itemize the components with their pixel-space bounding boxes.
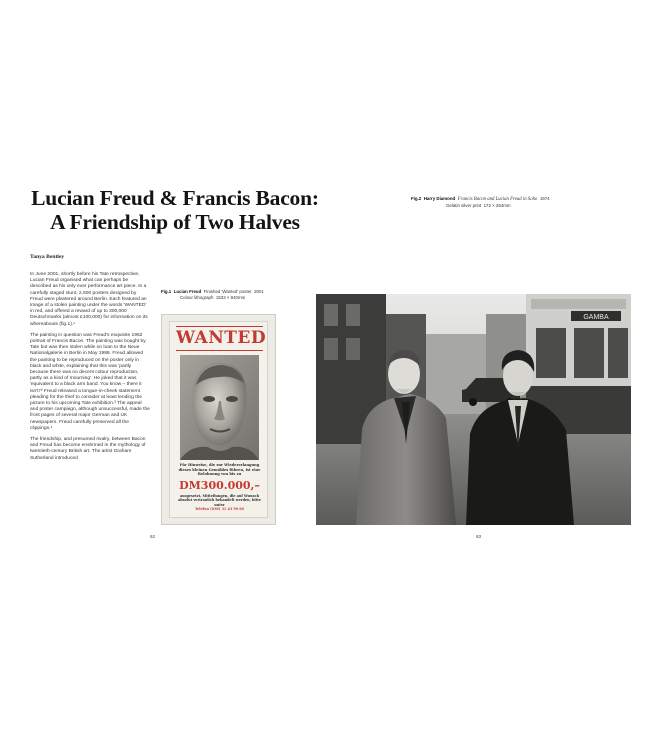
bacon-portrait-painting — [180, 355, 259, 460]
wanted-poster-image — [161, 314, 276, 525]
fig1-year: 2001 — [254, 289, 264, 294]
poster-phone: Telefon (030) 31 43 90 60 — [195, 507, 244, 512]
shop-sign: GAMBA — [583, 314, 609, 321]
fig1-medium: Colour lithograph — [180, 294, 214, 300]
poster-rule-bottom — [176, 350, 263, 351]
poster-text-bottom-copy: ausgesetzt. Mitteilungen, die auf Wunsch absolut vertraulich behandelt werden, bitte unter — [178, 494, 261, 507]
poster-headline: WANTED — [176, 328, 267, 348]
figure-2-caption — [411, 196, 561, 209]
fig2-title: Francis Bacon and Lucian Freud in Soho — [457, 197, 538, 202]
fig2-artist: Harry Diamond — [423, 196, 456, 201]
title-line-1: Lucian Freud & Francis Bacon: — [31, 186, 319, 210]
paragraph-1: In June 2001, shortly before his Tate retrospective, Lucian Freud organised what can perhaps be described as his only ever performance art piece. In a carefully staged stunt, 2,600 posters designed by Freud were plastered around Berlin. Each featured an image of a stolen painting under the words 'WANTED' in red, and offered a reward of up to 300,000 Deutschmarks (almost £100,000) for information on its whereabouts (fig.1).¹ — [30, 272, 148, 327]
author-byline: Tanya Bentley — [30, 254, 65, 260]
fig2-dimensions: 172 × 264mm — [483, 202, 511, 208]
title-line-2: A Friendship of Two Halves — [50, 210, 300, 234]
fig1-artist: Lucian Freud — [173, 289, 202, 294]
fig1-dimensions: 1533 × 840mm — [215, 294, 246, 300]
paragraph-2: The painting in question was Freud's exquisite 1952 portrait of Francis Bacon. The painting was bought by Tate but was then stolen while on loan to the Neue Nationalgalerie in Berlin in May 1988. Freud allowed the painting to be reproduced on the poster only in black and white, explaining that this was 'partly because there was no decent colour reproduction, partly as a kind of mourning'. He joked that it was 'equivalent to a black arm band. You know – there it isn't!'² Freud released a tongue-in-cheek statement pleading for the thief to consider at least lending the picture to his upcoming Tate exhibition.³ The appeal and poster campaign, although unsuccessful, made the front pages of several major German and UK newspapers. Freud carefully preserved all the clippings.⁴ — [30, 332, 150, 431]
fig2-year: 1974 — [539, 196, 550, 201]
poster-text-bottom — [176, 494, 263, 512]
page-number-right: 63 — [476, 534, 482, 539]
wanted-poster — [169, 321, 268, 518]
fig1-label: Fig.1 — [161, 289, 172, 294]
figure-1-caption — [161, 289, 276, 301]
page-number-left: 62 — [150, 534, 156, 539]
soho-street-photograph — [316, 294, 631, 525]
fig2-label: Fig.2 — [411, 196, 422, 201]
fig1-title: Finished 'Wanted' poster — [203, 289, 252, 294]
body-text-column — [30, 272, 150, 467]
poster-reward-amount: DM300.000,– — [179, 479, 260, 492]
article-title — [30, 186, 320, 234]
fig2-medium: Gelatin silver print — [446, 202, 482, 208]
photograph-illustration — [316, 294, 631, 525]
portrait-illustration — [180, 355, 259, 460]
poster-text-top: Für Hinweise, die zur Wiedererlangung dieses kleinen Gemäldes führen, ist eine Belohnung von bis zu — [178, 463, 261, 477]
paragraph-3: The friendship, and presumed rivalry, between Bacon and Freud has become enshrined in the mythology of twentieth-century British art. The artist Graham Sutherland introduced — [30, 437, 146, 461]
